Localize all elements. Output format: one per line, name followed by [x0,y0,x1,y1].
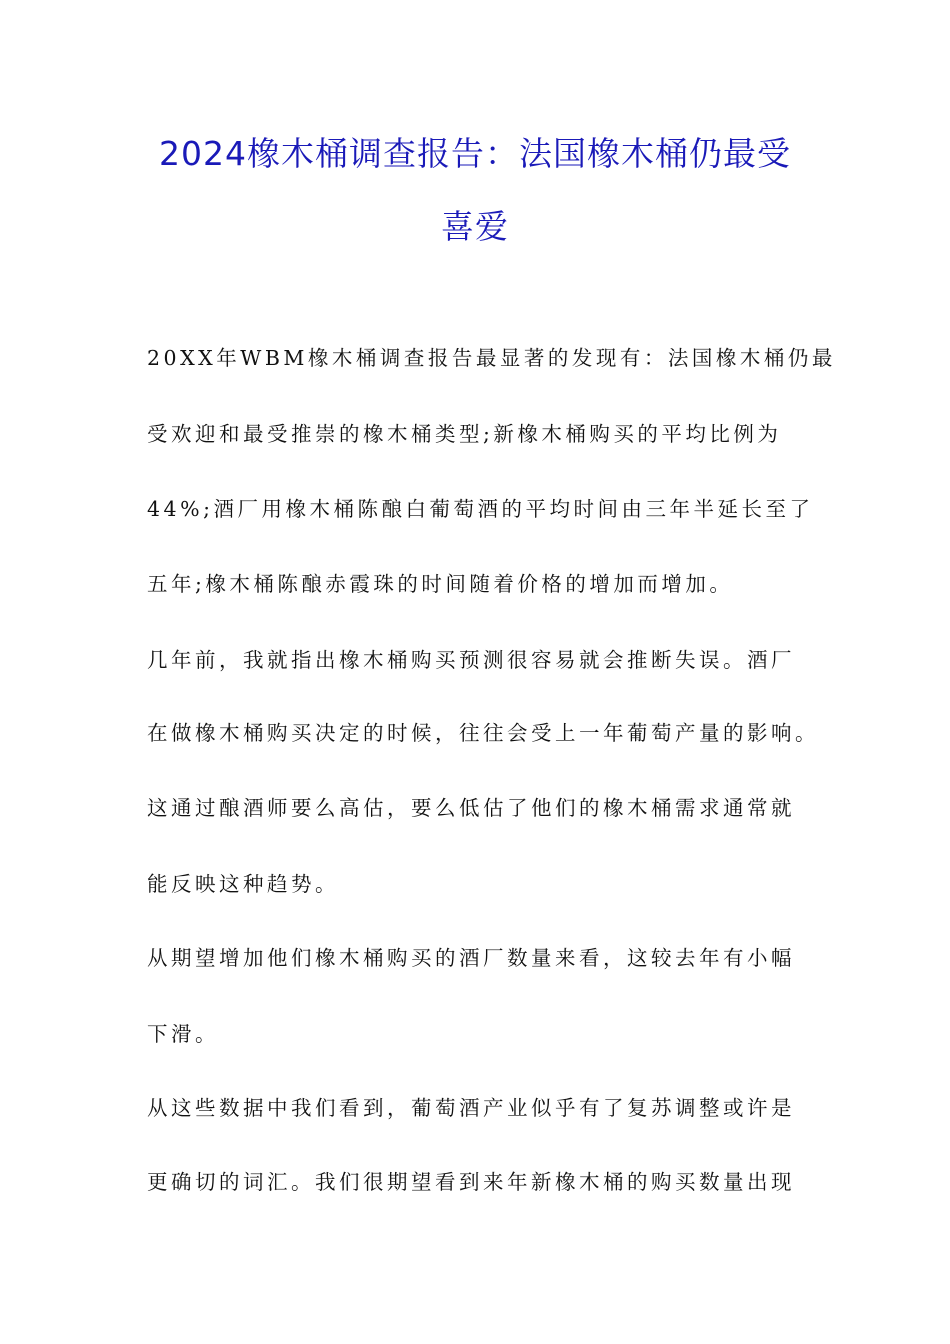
body-line-11: 从这些数据中我们看到，葡萄酒产业似乎有了复苏调整或许是 [147,1096,795,1120]
body-line-7: 这通过酿酒师要么高估，要么低估了他们的橡木桶需求通常就 [147,796,795,820]
body-line-5: 几年前，我就指出橡木桶购买预测很容易就会推断失误。酒厂 [147,648,795,672]
body-line-2: 受欢迎和最受推崇的橡木桶类型;新橡木桶购买的平均比例为 [147,422,782,446]
body-line-10: 下滑。 [147,1022,219,1046]
body-line-9: 从期望增加他们橡木桶购买的酒厂数量来看，这较去年有小幅 [147,946,795,970]
document-title-line-2: 喜爱 [441,207,509,246]
body-line-4: 五年;橡木桶陈酿赤霞珠的时间随着价格的增加而增加。 [147,572,734,596]
document-title-line-1: 2024橡木桶调查报告：法国橡木桶仍最受 [159,134,791,173]
body-line-12: 更确切的词汇。我们很期望看到来年新橡木桶的购买数量出现 [147,1170,795,1194]
body-line-3: 44%;酒厂用橡木桶陈酿白葡萄酒的平均时间由三年半延长至了 [147,497,814,521]
body-line-6: 在做橡木桶购买决定的时候，往往会受上一年葡萄产量的影响。 [147,721,819,745]
body-line-1: 20XX年WBM橡木桶调查报告最显著的发现有：法国橡木桶仍最 [147,346,836,370]
body-line-8: 能反映这种趋势。 [147,872,339,896]
